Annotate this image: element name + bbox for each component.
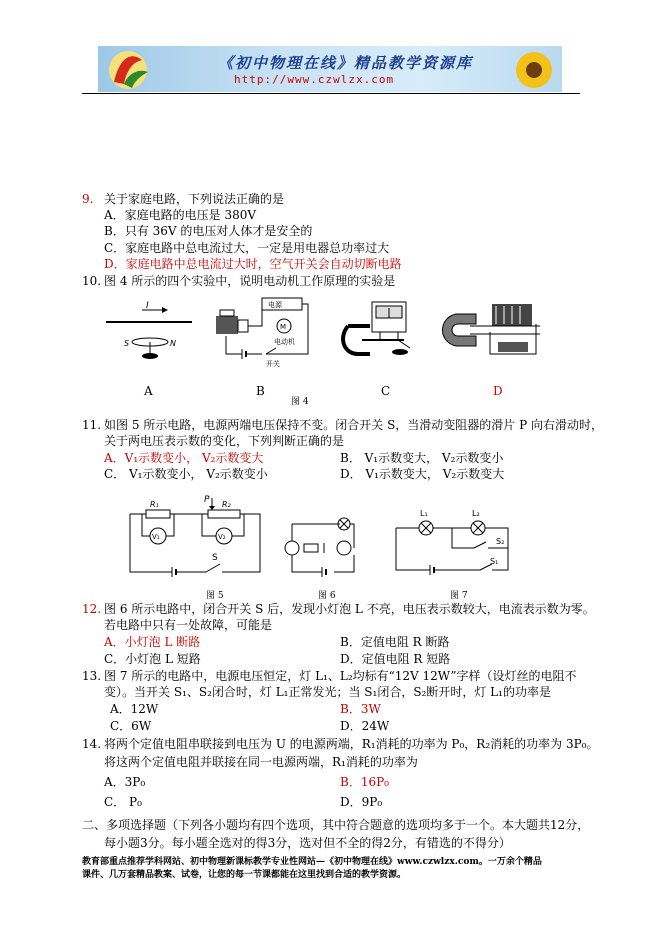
logo-icon bbox=[102, 46, 162, 92]
q11-option-d: D． V₁示数变大， V₂示数变大 bbox=[340, 467, 505, 481]
fig4a-wire-compass bbox=[106, 298, 196, 368]
fig4-label-c: C bbox=[381, 384, 391, 398]
q13-stem-line1: 图 7 所示的电路中，电源电压恒定，灯 L₁、L₂均标有“12V 12W”字样（设灯丝的电阻不 bbox=[104, 669, 577, 683]
q12-stem-line1: 图 6 所示电路中，闭合开关 S 后，发现小灯泡 L 不亮，电压表示数较大，电流表示数为零。 bbox=[104, 602, 595, 616]
fig5-caption: 图 5 bbox=[206, 591, 224, 601]
q9-number: 9. bbox=[82, 192, 94, 206]
fig5-label-r1: R₁ bbox=[150, 500, 159, 509]
footer-line2: 课件、几万套精品教案、试卷，让您的每一节课都能在这里找到合适的教学资源。 bbox=[82, 870, 407, 880]
q9-option-a: A．家庭电路的电压是 380V bbox=[104, 208, 257, 222]
q11-stem-line1: 如图 5 所示电路，电源两端电压保持不变。闭合开关 S，当滑动变阻器的滑片 P 向右滑动时， bbox=[104, 418, 604, 432]
fig4b-motor-icon: M bbox=[280, 323, 287, 331]
fig4a-label-n: N bbox=[170, 339, 176, 348]
q13-option-b: B．3W bbox=[340, 702, 381, 716]
q9-option-b: B．只有 36V 的电压对人体才是安全的 bbox=[104, 224, 313, 238]
fig5-label-s: S bbox=[212, 553, 218, 563]
fig4d-motor-principle bbox=[436, 296, 546, 366]
fig7-label-l2: L₂ bbox=[472, 509, 480, 518]
fig4a-label-s: S bbox=[124, 339, 130, 348]
fig5-label-v2: V₂ bbox=[218, 533, 226, 541]
q10-stem: 图 4 所示的四个实验中，说明电动机工作原理的实验是 bbox=[104, 274, 396, 288]
fig7-caption: 图 7 bbox=[450, 591, 468, 601]
fig7-label-s2: S₂ bbox=[496, 537, 505, 546]
fig7-circuit bbox=[396, 506, 516, 582]
fig5-circuit bbox=[126, 494, 266, 586]
q12-option-c: C．小灯泡 L 短路 bbox=[104, 652, 201, 666]
q12-option-b: B．定值电阻 R 断路 bbox=[340, 635, 450, 649]
fig5-label-p: P bbox=[204, 495, 210, 505]
fig4b-label-source: 电源 bbox=[268, 301, 282, 309]
q14-option-a: A．3P₀ bbox=[104, 775, 146, 789]
fig4-label-b: B bbox=[256, 384, 265, 398]
q14-stem-line1: 将两个定值电阻串联接到电压为 U 的电源两端，R₁消耗的功率为 P₀，R₂消耗的功率为 3P₀。 bbox=[104, 737, 599, 751]
q11-option-b: B． V₁示数变大， V₂示数变小 bbox=[340, 451, 504, 465]
header-rule bbox=[82, 93, 580, 94]
q14-option-c: C． P₀ bbox=[104, 795, 142, 809]
fig4b-motor-circuit bbox=[212, 296, 312, 368]
section2-line2: 每小题3分。每小题全选对的得3分，选对但不全的得2分，有错选的不得分） bbox=[104, 836, 511, 850]
fig5-label-v1: V₁ bbox=[152, 533, 160, 541]
fig4-label-d: D bbox=[493, 384, 503, 398]
section2-line1: 二、多项选择题（下列各小题均有四个选项，其中符合题意的选项均多于一个。本大题共12分， bbox=[82, 818, 590, 832]
fig4b-label-motor: 电动机 bbox=[274, 338, 295, 346]
fig6-caption: 图 6 bbox=[318, 591, 336, 601]
q11-option-c: C． V₁示数变小， V₂示数变小 bbox=[104, 467, 268, 481]
banner-title: 《初中物理在线》精品教学资源库 bbox=[218, 54, 474, 72]
q12-option-d: D．定值电阻 R 短路 bbox=[340, 652, 451, 666]
q12-option-a: A．小灯泡 L 断路 bbox=[104, 635, 201, 649]
q12-stem-line2: 若电路中只有一处故障，可能是 bbox=[104, 618, 273, 632]
q9-option-c: C．家庭电路中总电流过大，一定是用电器总功率过大 bbox=[104, 241, 390, 255]
q13-option-c: C．6W bbox=[110, 719, 152, 733]
q12-number: 12. bbox=[82, 602, 102, 616]
fig6-circuit bbox=[282, 514, 362, 584]
fig7-label-s1: S₁ bbox=[490, 557, 499, 566]
fig4-label-a: A bbox=[144, 384, 153, 398]
q13-option-a: A．12W bbox=[110, 702, 159, 716]
fig4a-label-i: I bbox=[146, 301, 149, 311]
footer-line1: 教育部重点推荐学科网站、初中物理新课标教学专业性网站—《初中物理在线》www.czwlzx.com。一万余个精品 bbox=[82, 857, 542, 867]
q14-stem-line2: 将这两个定值电阻并联接在同一电源两端，R₁消耗的功率为 bbox=[104, 755, 418, 769]
q14-number: 14. bbox=[82, 737, 102, 751]
fig5-label-r2: R₂ bbox=[222, 500, 231, 509]
header-banner bbox=[98, 46, 562, 92]
q9-stem: 关于家庭电路，下列说法正确的是 bbox=[104, 192, 285, 206]
q13-option-d: D．24W bbox=[340, 719, 390, 733]
fig4-caption: 图 4 bbox=[291, 397, 309, 407]
banner-url: http://www.czwlzx.com bbox=[234, 73, 395, 86]
sunflower-icon bbox=[500, 46, 560, 92]
q11-option-a: A．V₁示数变小， V₂示数变大 bbox=[104, 451, 264, 465]
q10-number: 10. bbox=[82, 274, 102, 288]
q14-option-b: B．16P₀ bbox=[340, 775, 389, 789]
q13-stem-line2: 变）。当开关 S₁、S₂闭合时，灯 L₁正常发光；当 S₁闭合，S₂断开时，灯 L₁的功率是 bbox=[104, 685, 551, 699]
q14-option-d: D．9P₀ bbox=[340, 795, 383, 809]
fig4c-induction bbox=[340, 298, 430, 368]
q11-number: 11. bbox=[82, 418, 102, 432]
q9-option-d: D．家庭电路中总电流过大时，空气开关会自动切断电路 bbox=[104, 257, 402, 271]
fig7-label-l1: L₁ bbox=[420, 509, 428, 518]
q11-stem-line2: 关于两电压表示数的变化，下列判断正确的是 bbox=[104, 434, 345, 448]
fig4b-label-switch: 开关 bbox=[266, 360, 280, 368]
q13-number: 13. bbox=[82, 669, 102, 683]
